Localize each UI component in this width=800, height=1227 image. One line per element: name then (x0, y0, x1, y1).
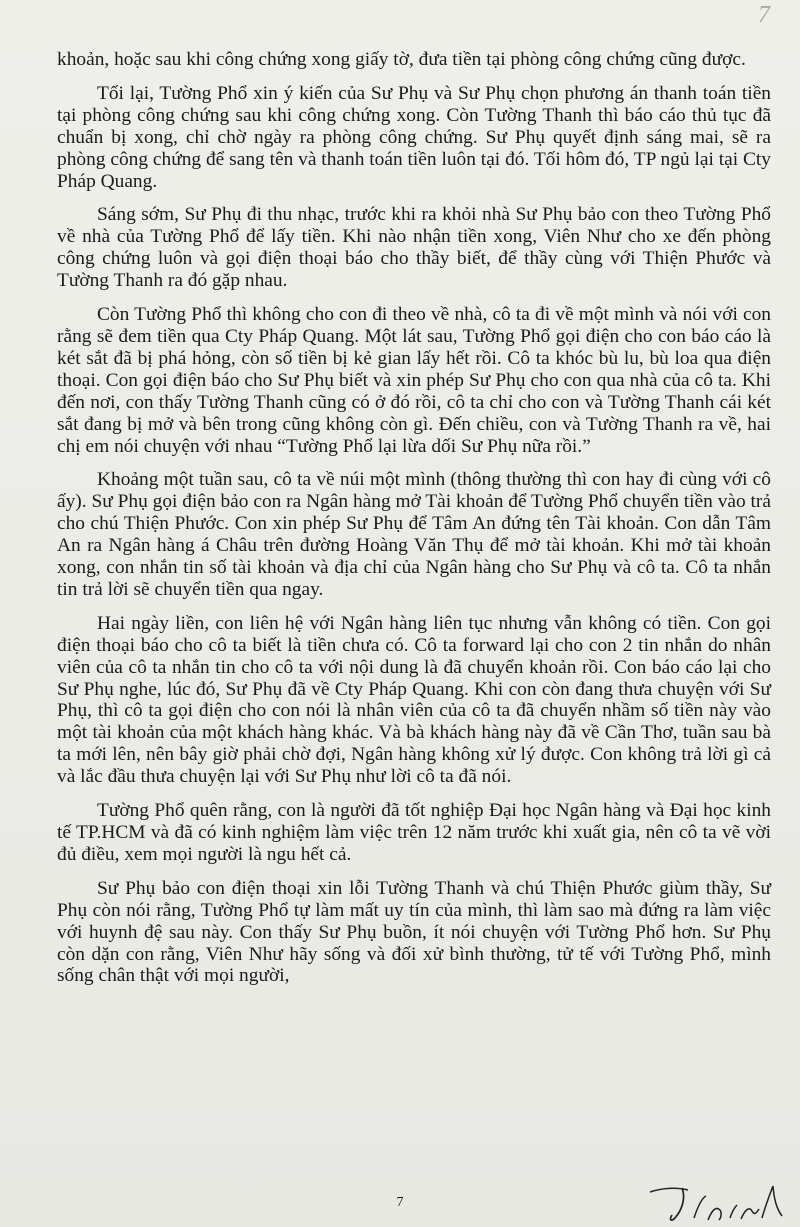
paragraph: khoản, hoặc sau khi công chứng xong giấy tờ, đưa tiền tại phòng công chứng cũng được. (57, 49, 746, 70)
page-number: 7 (396, 1195, 404, 1210)
handwritten-signature (642, 1180, 792, 1225)
paragraph: Tường Phổ quên rằng, con là người đã tốt nghiệp Đại học Ngân hàng và Đại học kinh tế TP.HCM và đã có kinh nghiệm làm việc trên 12 năm trước khi xuất gia, nên cô ta vẽ vời đủ điều, xem mọi người là ngu hết cả. (57, 800, 771, 865)
paragraph: Sư Phụ bảo con điện thoại xin lỗi Tường Thanh và chú Thiện Phước giùm thầy, Sư Phụ còn nói rằng, Tường Phổ tự làm mất uy tín của mình, thì làm sao mà đứng ra làm việc với huynh đệ sau này. Con thấy Sư Phụ buồn, ít nói chuyện với Tường Phổ hơn. Sư Phụ còn dặn con rằng, Viên Như hãy sống và đối xử bình thường, tử tế với Tường Phổ, mình sống chân thật với mọi người, (57, 877, 771, 987)
paragraph: Khoảng một tuần sau, cô ta về núi một mình (thông thường thì con hay đi cùng với cô ấy). Sư Phụ gọi điện bảo con ra Ngân hàng mở Tài khoản để Tường Phổ chuyển tiền vào trả cho chú Thiện Phước. Con xin phép Sư Phụ để Tâm An đứng tên Tài khoản. Con dẫn Tâm An ra Ngân hàng á Châu trên đường Hoàng Văn Thụ để mở tài khoản. Khi mở tài khoản xong, con nhắn tin số tài khoản và địa chỉ của Ngân hàng cho Sư Phụ và cô ta. Cô ta nhắn tin trả lời sẽ chuyển tiền qua ngay. (57, 469, 771, 600)
corner-page-mark: 7 (758, 2, 770, 28)
paragraph: Tối lại, Tường Phổ xin ý kiến của Sư Phụ và Sư Phụ chọn phương án thanh toán tiền tại phòng công chứng sau khi công chứng xong. Còn Tường Thanh thì báo cáo thủ tục đã chuẩn bị xong, chỉ chờ ngày ra phòng công chứng. Sư Phụ quyết định sáng mai, sẽ ra phòng công chứng để sang tên và thanh toán tiền luôn tại đó. Tối hôm đó, TP ngủ lại tại Cty Pháp Quang. (57, 82, 771, 192)
paragraph: Hai ngày liền, con liên hệ với Ngân hàng liên tục nhưng vẫn không có tiền. Con gọi điện thoại báo cho cô ta biết là tiền chưa có. Cô ta forward lại cho con 2 tin nhắn do nhân viên của cô ta nhắn tin cho cô ta với nội dung là đã chuyển khoản rồi. Con báo cáo lại cho Sư Phụ nghe, lúc đó, Sư Phụ đã về Cty Pháp Quang. Khi con còn đang thưa chuyện với Sư Phụ, thì cô ta gọi điện cho con nói là nhân viên của cô ta đã chuyển nhầm số tiền này vào một tài khoản của một khách hàng khác. Và bà khách hàng này đã về Cần Thơ, tuần sau bà ta mới lên, nên bây giờ phải chờ đợi, Ngân hàng không xử lý được. Con không trả lời gì cả và lắc đầu thưa chuyện lại với Sư Phụ như lời cô ta đã nói. (57, 612, 771, 788)
paragraph: Sáng sớm, Sư Phụ đi thu nhạc, trước khi ra khỏi nhà Sư Phụ bảo con theo Tường Phổ về nhà của Tường Phổ để lấy tiền. Khi nào nhận tiền xong, Viên Như cho xe đến phòng công chứng luôn và gọi điện thoại báo cho thầy biết, để thầy cùng với Thiện Phước và Tường Thanh ra đó gặp nhau. (57, 204, 771, 292)
document-body (57, 49, 771, 999)
paragraph: Còn Tường Phổ thì không cho con đi theo về nhà, cô ta đi về một mình và nói với con rằng sẽ đem tiền qua Cty Pháp Quang. Một lát sau, Tường Phổ gọi điện cho con báo cáo là két sắt đã bị phá hỏng, còn số tiền bị kẻ gian lấy hết rồi. Cô ta khóc bù lu, bù loa qua điện thoại. Con gọi điện báo cho Sư Phụ biết và xin phép Sư Phụ cho con qua nhà của cô ta. Khi đến nơi, con thấy Tường Thanh cũng có ở đó rồi, cô ta chỉ cho con và Tường Thanh cái két sắt đang bị mở và bên trong cũng không còn gì. Đến chiều, con và Tường Thanh ra về, hai chị em nói chuyện với nhau “Tường Phổ lại lừa dối Sư Phụ nữa rồi.” (57, 304, 771, 457)
